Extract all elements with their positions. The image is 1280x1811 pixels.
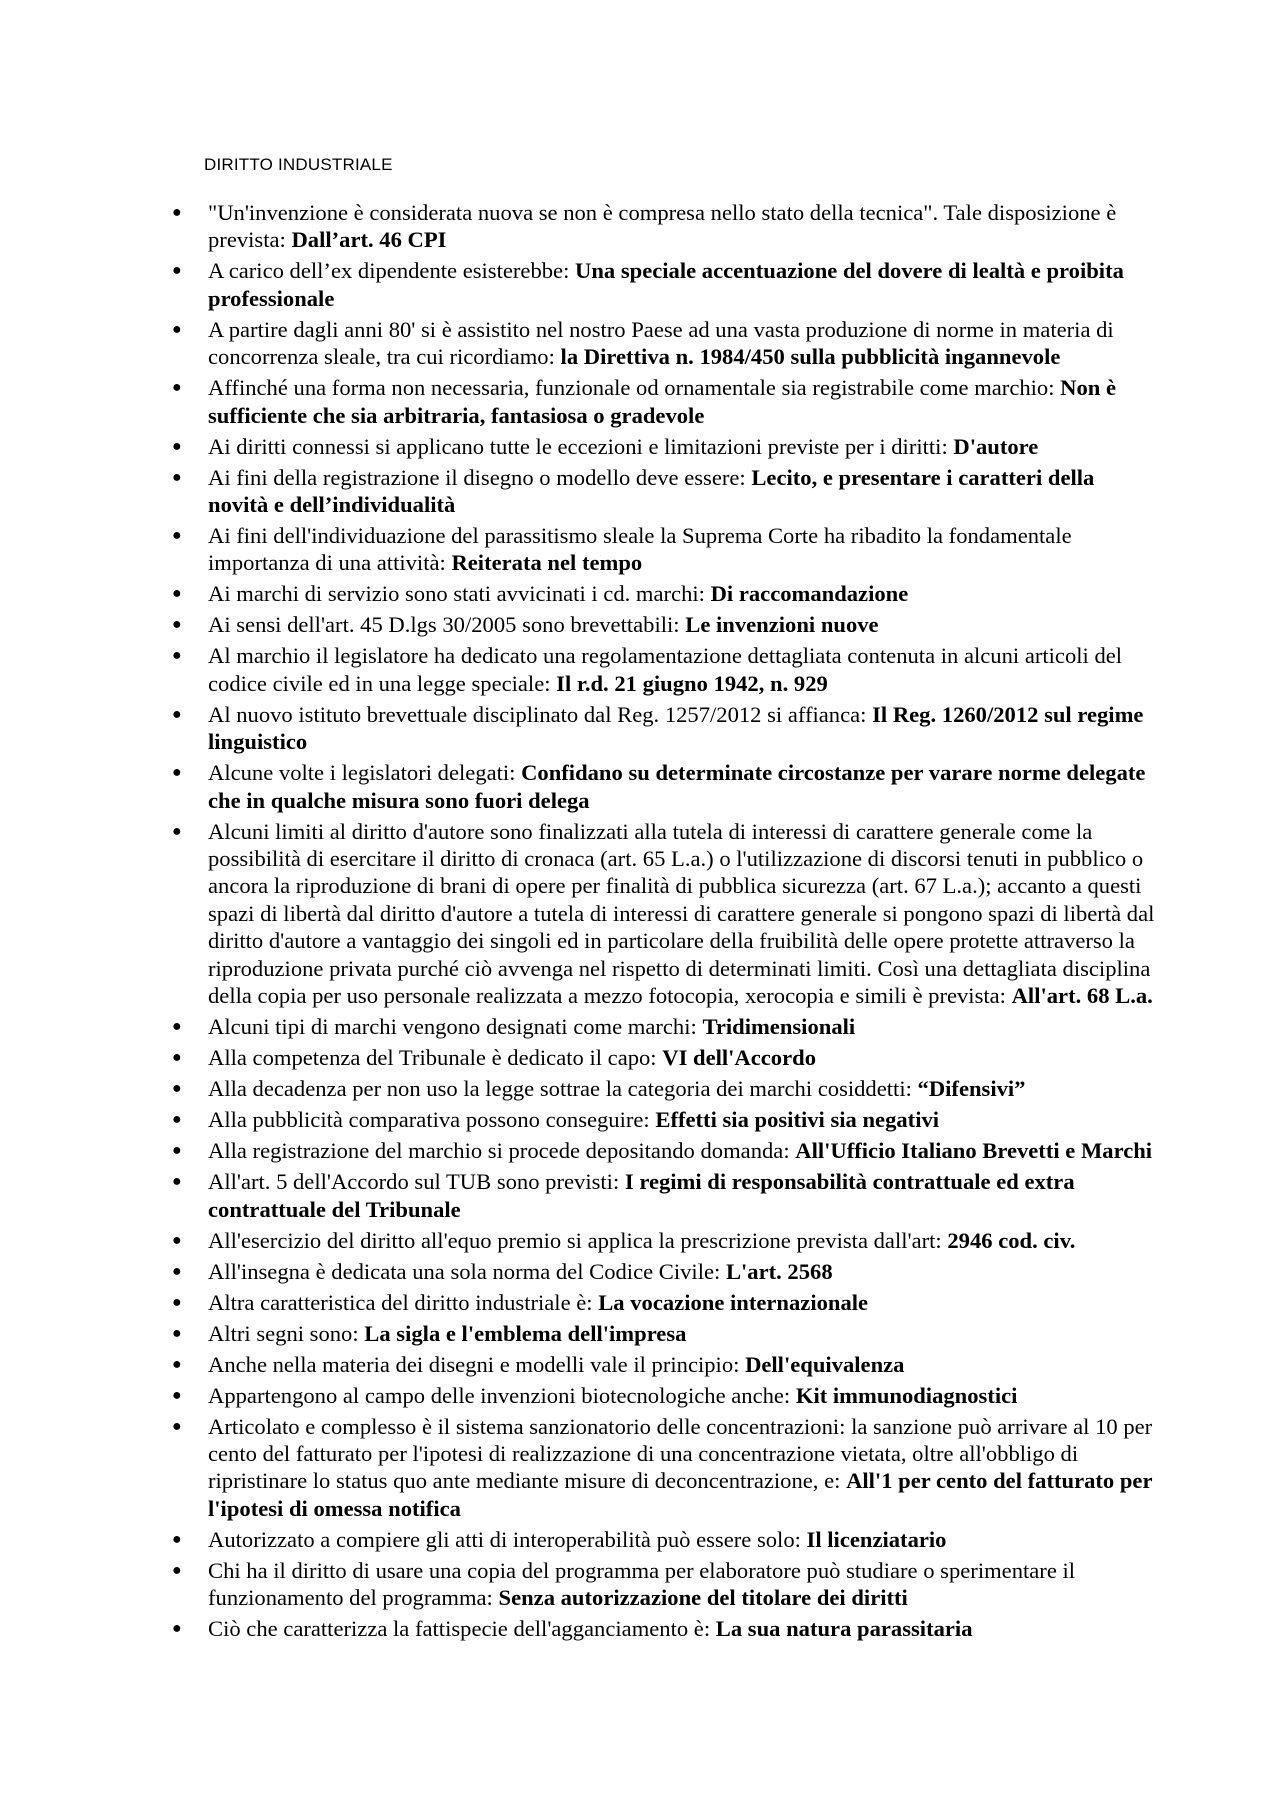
question-text: Alla decadenza per non uso la legge sottrae la categoria dei marchi cosiddetti: bbox=[208, 1076, 912, 1102]
list-item bbox=[172, 701, 1157, 756]
answer-text: Il licenziatario bbox=[806, 1526, 947, 1552]
question-text: Autorizzato a compiere gli atti di interoperabilità può essere solo: bbox=[208, 1526, 801, 1552]
bullet-icon: ● bbox=[172, 527, 182, 545]
question-text: Alcuni tipi di marchi vengono designati come marchi: bbox=[208, 1014, 697, 1040]
answer-text: Il Reg. 1260/2012 sul regime linguistico bbox=[208, 701, 1144, 755]
question-list bbox=[172, 199, 1157, 1646]
list-item bbox=[172, 433, 1157, 460]
answer-text: Di raccomandazione bbox=[710, 581, 909, 607]
list-item bbox=[172, 759, 1157, 814]
question-text: Anche nella materia dei disegni e modelli vale il principio: bbox=[208, 1351, 740, 1377]
bullet-icon: ● bbox=[172, 1080, 182, 1098]
question-text: Affinché una forma non necessaria, funzionale od ornamentale sia registrabile come marchio: bbox=[208, 375, 1055, 401]
answer-text: la Direttiva n. 1984/450 sulla pubblicità ingannevole bbox=[560, 344, 1061, 370]
list-item bbox=[172, 522, 1157, 577]
bullet-icon: ● bbox=[172, 1386, 182, 1404]
question-text: Articolato e complesso è il sistema sanzionatorio delle concentrazioni: la sanzione può arrivare al 10 per cento del fatturato per l'ipotesi di realizzazione di una concentrazione vietata, oltre all'obbligo di ripristinare lo status quo ante mediante misure di deconcentrazione, e: bbox=[208, 1413, 1153, 1494]
list-item bbox=[172, 464, 1157, 519]
question-text: Ai marchi di servizio sono stati avvicinati i cd. marchi: bbox=[208, 581, 705, 607]
question-text: Alla registrazione del marchio si procede depositando domanda: bbox=[208, 1138, 790, 1164]
list-item bbox=[172, 1320, 1157, 1347]
answer-text: Tridimensionali bbox=[702, 1014, 856, 1040]
answer-text: Dall’art. 46 CPI bbox=[291, 227, 447, 253]
answer-text: Kit immunodiagnostici bbox=[795, 1382, 1018, 1408]
bullet-icon: ● bbox=[172, 1262, 182, 1280]
question-text: "Un'invenzione è considerata nuova se non è compresa nello stato della tecnica". Tale disposizione è prevista: bbox=[208, 200, 1117, 253]
list-item bbox=[172, 1382, 1157, 1409]
bullet-icon: ● bbox=[172, 1530, 182, 1548]
answer-text: I regimi di responsabilità contrattuale ed extra contrattuale del Tribunale bbox=[208, 1169, 1075, 1222]
list-item bbox=[172, 1227, 1157, 1254]
question-text: Alcune volte i legislatori delegati: bbox=[208, 760, 516, 786]
list-item bbox=[172, 1075, 1157, 1102]
answer-text: All'1 per cento del fatturato per l'ipotesi di omessa notifica bbox=[208, 1468, 1153, 1521]
list-item bbox=[172, 1044, 1157, 1071]
bullet-icon: ● bbox=[172, 1355, 182, 1373]
list-item bbox=[172, 818, 1157, 1010]
answer-text: La sigla e l'emblema dell'impresa bbox=[364, 1320, 687, 1346]
question-text: Al nuovo istituto brevettuale disciplinato dal Reg. 1257/2012 si affianca: bbox=[208, 701, 867, 727]
bullet-icon: ● bbox=[172, 262, 182, 280]
question-text: Alcuni limiti al diritto d'autore sono finalizzati alla tutela di interessi di carattere generale come la possibilità di esercitare il diritto di cronaca (art. 65 L.a.) o l'utilizzazione di discorsi tenuti in pubblico o ancora la riproduzione di brani di opere per finalità di pubblica sicurezza (art. 67 L.a.); accanto a questi spazi di libertà dal diritto d'autore a tutela di interessi di carattere generale si pongono spazi di libertà dal diritto d'autore a vantaggio dei singoli ed in particolare della fruibilità delle opere protette attraverso la riproduzione privata purché ciò avvenga nel rispetto di determinati limiti. Così una dettagliata disciplina della copia per uso personale realizzata a mezzo fotocopia, xerocopia e simili è prevista: bbox=[208, 818, 1155, 1009]
question-text: Alla pubblicità comparativa possono conseguire: bbox=[208, 1107, 650, 1133]
list-item bbox=[172, 1526, 1157, 1553]
question-text: All'esercizio del diritto all'equo premio si applica la prescrizione prevista dall'art: bbox=[208, 1227, 942, 1253]
bullet-icon: ● bbox=[172, 616, 182, 634]
list-item bbox=[172, 1557, 1157, 1612]
list-item bbox=[172, 1013, 1157, 1040]
answer-text: Effetti sia positivi sia negativi bbox=[655, 1107, 940, 1133]
question-text: Chi ha il diritto di usare una copia del programma per elaboratore può studiare o sperimentare il funzionamento del programma: bbox=[208, 1557, 1076, 1611]
answer-text: Confidano su determinate circostanze per varare norme delegate che in qualche misura sono fuori delega bbox=[208, 760, 1146, 813]
question-text: A carico dell’ex dipendente esisterebbe: bbox=[208, 258, 570, 284]
list-item bbox=[172, 642, 1157, 697]
list-item bbox=[172, 1351, 1157, 1378]
list-item bbox=[172, 1258, 1157, 1285]
list-item bbox=[172, 1106, 1157, 1133]
list-item bbox=[172, 316, 1157, 371]
list-item bbox=[172, 611, 1157, 638]
answer-text: “Difensivi” bbox=[917, 1076, 1026, 1102]
bullet-icon: ● bbox=[172, 647, 182, 665]
bullet-icon: ● bbox=[172, 1561, 182, 1579]
answer-text: All'art. 68 L.a. bbox=[1011, 983, 1153, 1009]
answer-text: Reiterata nel tempo bbox=[451, 550, 643, 576]
bullet-icon: ● bbox=[172, 320, 182, 338]
list-item bbox=[172, 1168, 1157, 1223]
question-text: Appartengono al campo delle invenzioni biotecnologiche anche: bbox=[208, 1382, 791, 1408]
list-item bbox=[172, 1289, 1157, 1316]
list-item bbox=[172, 580, 1157, 607]
list-item bbox=[172, 1413, 1157, 1523]
bullet-icon: ● bbox=[172, 437, 182, 455]
bullet-icon: ● bbox=[172, 1018, 182, 1036]
bullet-icon: ● bbox=[172, 1324, 182, 1342]
question-text: Ai diritti connessi si applicano tutte le eccezioni e limitazioni previste per i diritti: bbox=[208, 433, 948, 459]
answer-text: Il r.d. 21 giugno 1942, n. 929 bbox=[556, 670, 828, 696]
bullet-icon: ● bbox=[172, 764, 182, 782]
question-text: Altra caratteristica del diritto industriale è: bbox=[208, 1289, 593, 1315]
question-text: Ai fini della registrazione il disegno o modello deve essere: bbox=[208, 464, 746, 490]
question-text: A partire dagli anni 80' si è assistito nel nostro Paese ad una vasta produzione di norme in materia di concorrenza sleale, tra cui ricordiamo: bbox=[208, 316, 1114, 370]
bullet-icon: ● bbox=[172, 468, 182, 486]
bullet-icon: ● bbox=[172, 1173, 182, 1191]
answer-text: All'Ufficio Italiano Brevetti e Marchi bbox=[795, 1138, 1153, 1164]
answer-text: La sua natura parassitaria bbox=[715, 1616, 973, 1642]
list-item bbox=[172, 1137, 1157, 1164]
answer-text: Senza autorizzazione del titolare dei diritti bbox=[498, 1585, 908, 1611]
answer-text: La vocazione internazionale bbox=[598, 1289, 869, 1315]
answer-text: 2946 cod. civ. bbox=[947, 1227, 1076, 1253]
question-text: Ai fini dell'individuazione del parassitismo sleale la Suprema Corte ha ribadito la fondamentale importanza di una attività: bbox=[208, 523, 1072, 576]
question-text: All'art. 5 dell'Accordo sul TUB sono previsti: bbox=[208, 1169, 620, 1195]
list-item bbox=[172, 199, 1157, 254]
bullet-icon: ● bbox=[172, 822, 182, 840]
bullet-icon: ● bbox=[172, 1293, 182, 1311]
bullet-icon: ● bbox=[172, 204, 182, 221]
answer-text: L'art. 2568 bbox=[725, 1258, 833, 1284]
bullet-icon: ● bbox=[172, 1231, 182, 1249]
answer-text: VI dell'Accordo bbox=[662, 1045, 816, 1071]
document-title: DIRITTO INDUSTRIALE bbox=[204, 155, 393, 174]
question-text: Alla competenza del Tribunale è dedicato il capo: bbox=[208, 1045, 657, 1071]
bullet-icon: ● bbox=[172, 1049, 182, 1067]
question-text: All'insegna è dedicata una sola norma del Codice Civile: bbox=[208, 1258, 721, 1284]
bullet-icon: ● bbox=[172, 1417, 182, 1435]
answer-text: Lecito, e presentare i caratteri della novità e dell’individualità bbox=[208, 464, 1095, 518]
list-item bbox=[172, 1615, 1157, 1642]
question-text: Altri segni sono: bbox=[208, 1320, 359, 1346]
answer-text: D'autore bbox=[953, 433, 1039, 459]
answer-text: Dell'equivalenza bbox=[745, 1351, 905, 1377]
list-item bbox=[172, 374, 1157, 429]
answer-text: Le invenzioni nuove bbox=[685, 612, 879, 638]
bullet-icon: ● bbox=[172, 1111, 182, 1129]
bullet-icon: ● bbox=[172, 705, 182, 723]
question-text: Ciò che caratterizza la fattispecie dell'agganciamento è: bbox=[208, 1616, 711, 1642]
bullet-icon: ● bbox=[172, 1620, 182, 1638]
bullet-icon: ● bbox=[172, 585, 182, 603]
answer-text: Non è sufficiente che sia arbitraria, fantasiosa o gradevole bbox=[208, 375, 1117, 428]
question-text: Al marchio il legislatore ha dedicato una regolamentazione dettagliata contenuta in alcuni articoli del codice civile ed in una legge speciale: bbox=[208, 643, 1123, 696]
answer-text: Una speciale accentuazione del dovere di lealtà e proibita professionale bbox=[208, 258, 1124, 311]
question-text: Ai sensi dell'art. 45 D.lgs 30/2005 sono brevettabili: bbox=[208, 612, 680, 638]
list-item bbox=[172, 257, 1157, 312]
bullet-icon: ● bbox=[172, 1142, 182, 1160]
bullet-icon: ● bbox=[172, 379, 182, 397]
